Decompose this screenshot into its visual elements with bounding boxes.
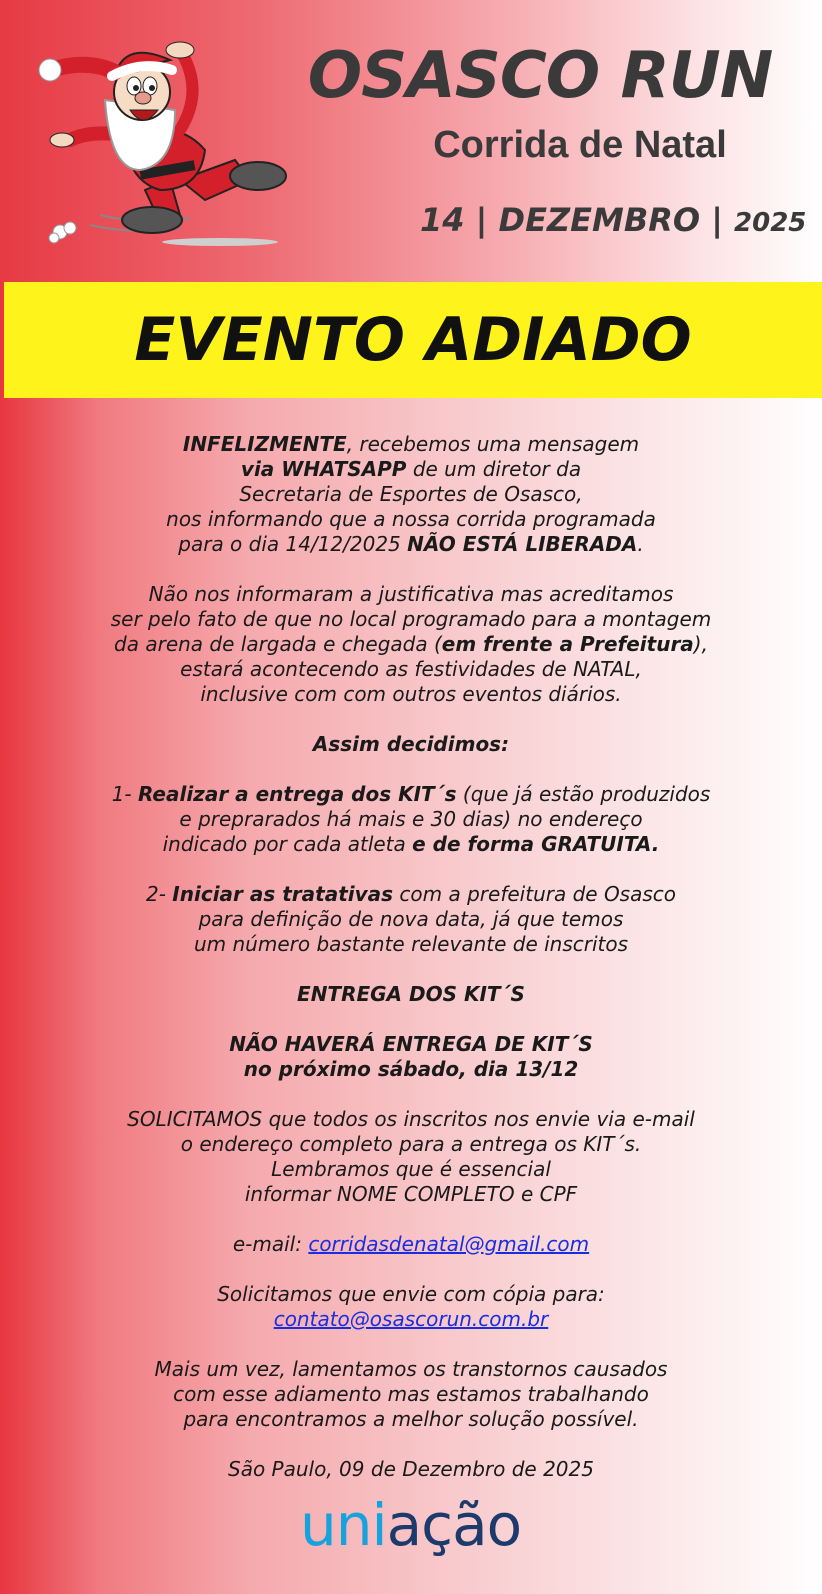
justification-location: em frente a Prefeitura: [441, 632, 694, 656]
decision-item-2: [60, 882, 762, 957]
decision-heading-text: Assim decidimos:: [312, 732, 510, 756]
closing-line-1: Mais um vez, lamentamos os transtornos causados: [154, 1357, 668, 1381]
signoff: [60, 1457, 762, 1482]
closing-paragraph: [60, 1357, 762, 1432]
email-label: e-mail:: [232, 1232, 309, 1256]
logo-part-acao: ação: [386, 1491, 522, 1559]
copy-line: [60, 1282, 762, 1332]
kits-heading-text: ENTREGA DOS KIT´S: [297, 982, 525, 1006]
announcement-body: [60, 432, 762, 1507]
intro-line-3: Secretaria de Esportes de Osasco,: [239, 482, 583, 506]
item2-emphasis: Iniciar as tratativas: [172, 882, 394, 906]
item2-number: 2-: [145, 882, 173, 906]
item1-number: 1-: [111, 782, 138, 806]
item1-line-2: e preprarados há mais e 30 dias) no endereço: [179, 807, 643, 831]
paragraph-justification: [60, 582, 762, 707]
closing-line-3: para encontramos a melhor solução possível.: [183, 1407, 639, 1431]
decision-heading: [60, 732, 762, 757]
event-date-main: 14 | DEZEMBRO |: [420, 201, 735, 239]
item1-free: e de forma GRATUITA.: [412, 832, 660, 856]
item1-emphasis: Realizar a entrega dos KIT´s: [138, 782, 457, 806]
email-link[interactable]: corridasdenatal@gmail.com: [308, 1232, 590, 1256]
header: [0, 0, 822, 282]
kits-heading: [60, 982, 762, 1007]
paragraph-intro: [60, 432, 762, 557]
copy-label: Solicitamos que envie com cópia para:: [217, 1282, 605, 1306]
copy-email-link[interactable]: contato@osascorun.com.br: [273, 1307, 549, 1331]
justification-line-5: inclusive com com outros eventos diários.: [200, 682, 622, 706]
intro-line-4: nos informando que a nossa corrida programada: [166, 507, 656, 531]
justification-line-3-end: ),: [693, 632, 708, 656]
signoff-text: São Paulo, 09 de Dezembro de 2025: [228, 1457, 594, 1481]
request-line-2: o endereço completo para a entrega os KIT´s.: [180, 1132, 642, 1156]
request-line-3: Lembramos que é essencial: [271, 1157, 551, 1181]
closing-line-2: com esse adiamento mas estamos trabalhando: [173, 1382, 649, 1406]
intro-line-2: de um diretor da: [406, 457, 582, 481]
request-paragraph: [60, 1107, 762, 1207]
justification-line-4: estará acontecendo as festividades de NATAL,: [180, 657, 642, 681]
item2-line-1: com a prefeitura de Osasco: [393, 882, 677, 906]
no-delivery-notice: [60, 1032, 762, 1082]
event-subtitle: Corrida de Natal: [433, 124, 727, 166]
no-delivery-line-2: no próximo sábado, dia 13/12: [243, 1057, 579, 1081]
event-title: OSASCO RUN: [307, 39, 773, 113]
justification-line-1: Não nos informaram a justificativa mas acreditamos: [148, 582, 674, 606]
intro-line-5: para o dia 14/12/2025: [178, 532, 408, 556]
request-line-4: informar NOME COMPLETO e CPF: [244, 1182, 578, 1206]
no-delivery-line-1: NÃO HAVERÁ ENTREGA DE KIT´S: [229, 1032, 593, 1056]
intro-emphasis: INFELIZMENTE: [182, 432, 347, 456]
item1-line-1: (que já estão produzidos: [456, 782, 711, 806]
uniacao-logo: [300, 1491, 522, 1559]
event-date-year: 2025: [734, 208, 807, 238]
intro-not-released: NÃO ESTÁ LIBERADA: [407, 532, 638, 556]
email-line: [60, 1232, 762, 1257]
justification-line-3: da arena de largada e chegada (: [114, 632, 442, 656]
intro-line-1: , recebemos uma mensagem: [346, 432, 640, 456]
item2-line-3: um número bastante relevante de inscritos: [193, 932, 629, 956]
postponed-banner: [4, 282, 822, 398]
request-line-1: SOLICITAMOS que todos os inscritos nos envie via e-mail: [127, 1107, 695, 1131]
item2-line-2: para definição de nova data, já que temos: [198, 907, 624, 931]
decision-item-1: [60, 782, 762, 857]
intro-whatsapp: via WHATSAPP: [240, 457, 407, 481]
intro-period: .: [637, 532, 644, 556]
logo-part-uni: uni: [300, 1491, 387, 1559]
item1-line-3: indicado por cada atleta: [162, 832, 413, 856]
postponed-banner-text: EVENTO ADIADO: [134, 305, 692, 375]
justification-line-2: ser pelo fato de que no local programado para a montagem: [110, 607, 712, 631]
running-santa-icon: [30, 30, 300, 260]
event-date: [420, 201, 807, 239]
